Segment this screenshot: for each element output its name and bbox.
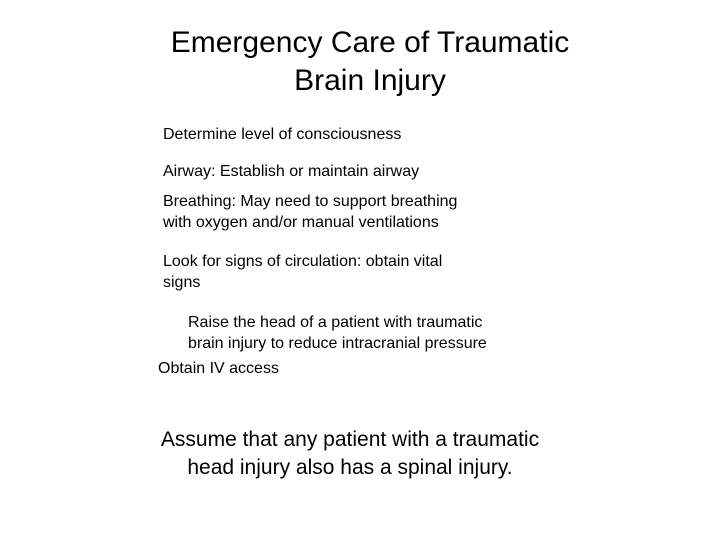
step-text: Airway: Establish or maintain airway	[163, 163, 420, 180]
step-raise-head	[188, 312, 487, 354]
step-text: signs	[163, 274, 201, 291]
step-circulation	[163, 251, 442, 293]
slide-title-line-1: Emergency Care of Traumatic	[170, 26, 570, 59]
step-airway	[163, 161, 419, 182]
step-determine-consciousness	[163, 124, 401, 145]
step-text: Breathing: May need to support breathing	[163, 193, 458, 210]
closing-statement	[100, 426, 600, 482]
step-text: Raise the head of a patient with traumatic	[188, 314, 483, 331]
step-text: Obtain IV access	[158, 360, 279, 377]
step-text: Determine level of consciousness	[163, 126, 402, 143]
step-breathing	[163, 191, 457, 233]
step-text: Look for signs of circulation: obtain vital	[163, 253, 443, 270]
closing-line-2: head injury also has a spinal injury.	[187, 456, 513, 479]
slide-title-line-2: Brain Injury	[294, 64, 446, 97]
step-iv-access	[158, 358, 279, 379]
step-text: brain injury to reduce intracranial pressure	[188, 335, 487, 352]
step-text: with oxygen and/or manual ventilations	[163, 214, 439, 231]
slide-title	[120, 24, 620, 100]
closing-line-1: Assume that any patient with a traumatic	[160, 428, 540, 451]
